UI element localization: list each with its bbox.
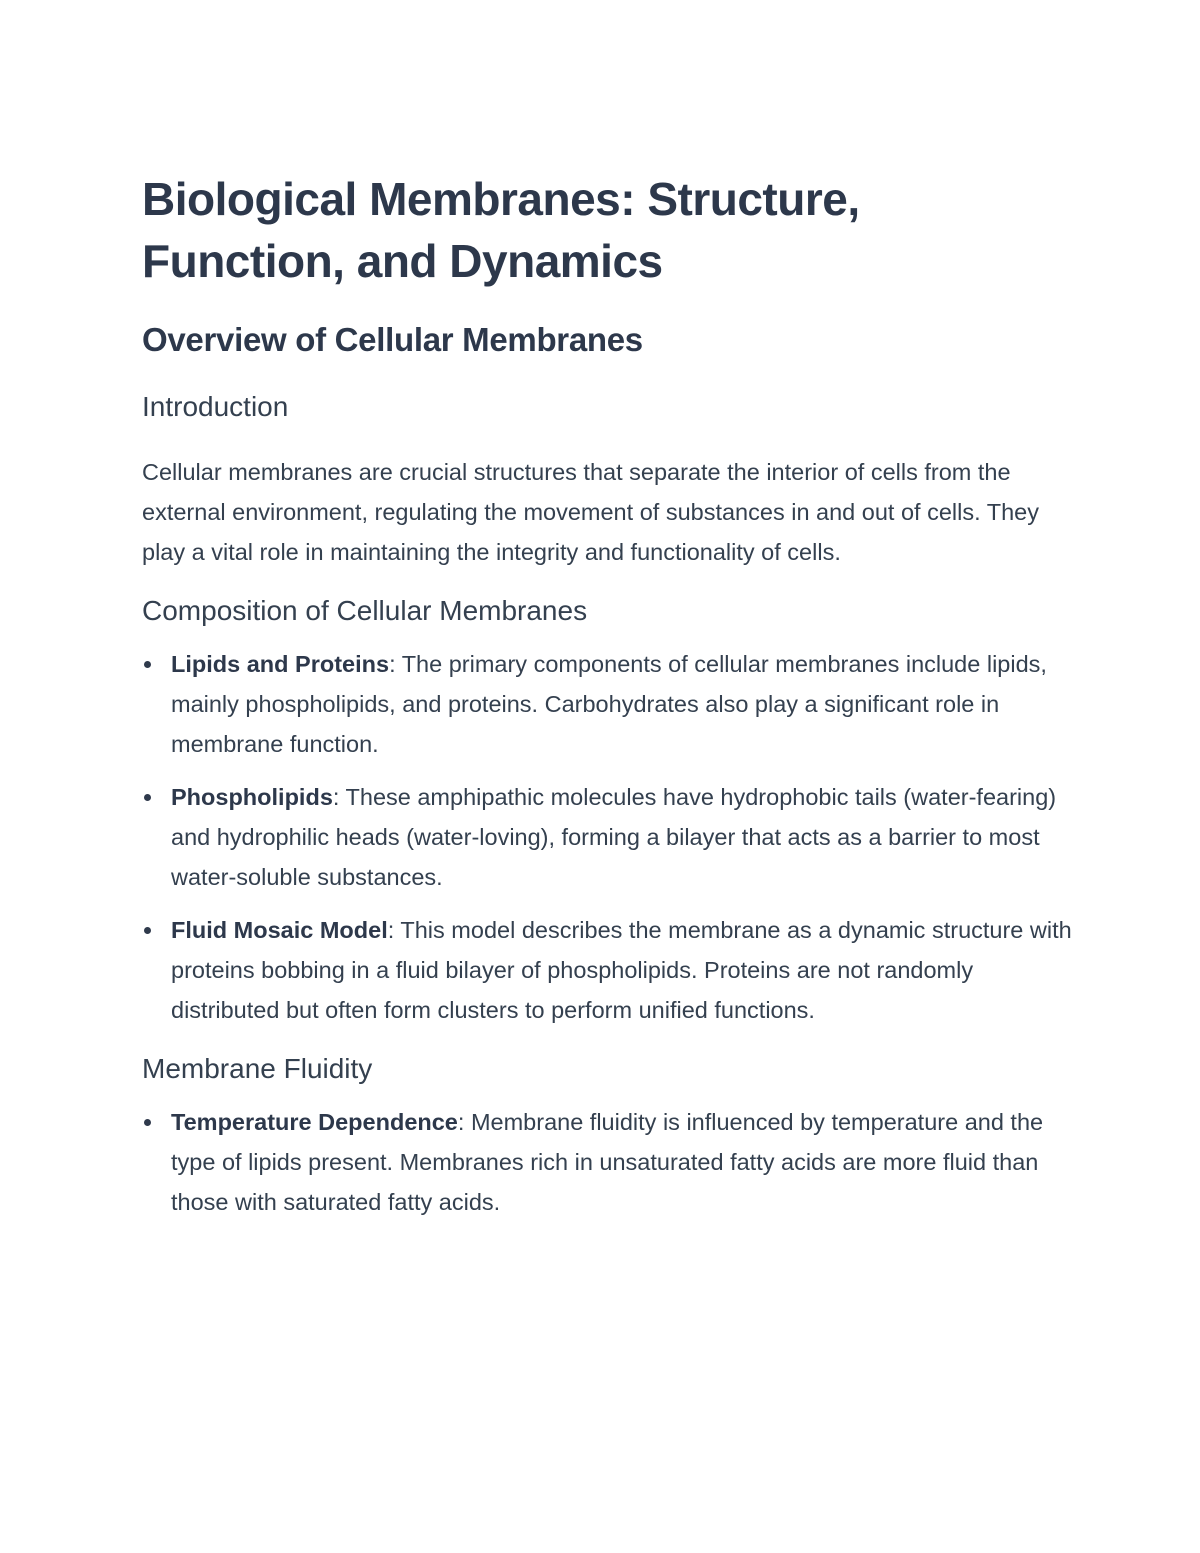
list-item-text: : These amphipathic molecules have hydrophobic tails (water-fearing) and hydrophilic heads (water-loving), forming a bilayer that acts as a barrier to most water-soluble substances. xyxy=(171,784,1057,890)
subheading-introduction: Introduction xyxy=(142,391,289,422)
list-item-term: Lipids and Proteins xyxy=(171,651,390,677)
subheading-membrane-fluidity: Membrane Fluidity xyxy=(142,1053,373,1084)
list-item xyxy=(142,644,1072,764)
bullet-icon xyxy=(144,1119,151,1126)
bullet-icon xyxy=(144,927,151,934)
list-item-text: : This model describes the membrane as a dynamic structure with proteins bobbing in a fluid bilayer of phospholipids. Proteins are not randomly distributed but often form clusters to perform unified functions. xyxy=(171,917,1072,1023)
bullet-icon xyxy=(144,661,151,668)
list-item-text: : Membrane fluidity is influenced by temperature and the type of lipids present. Membranes rich in unsaturated fatty acids are more fluid than those with saturated fatty acids. xyxy=(171,1109,1044,1215)
subheading-composition: Composition of Cellular Membranes xyxy=(142,595,588,626)
document-page xyxy=(142,168,1072,1235)
bullet-icon xyxy=(144,794,151,801)
list-item-term: Phospholipids xyxy=(171,784,333,810)
list-item-term: Temperature Dependence xyxy=(171,1109,458,1135)
introduction-paragraph: Cellular membranes are crucial structures that separate the interior of cells from the external environment, regulating the movement of substances in and out of cells. They play a vital role in maintaining the integrity and functionality of cells. xyxy=(142,459,1039,565)
fluidity-list xyxy=(142,1102,1072,1222)
list-item-term: Fluid Mosaic Model xyxy=(171,917,388,943)
list-item xyxy=(142,777,1072,897)
composition-list xyxy=(142,644,1072,1030)
section-heading-overview: Overview of Cellular Membranes xyxy=(142,321,643,358)
document-title: Biological Membranes: Structure, Function, and Dynamics xyxy=(142,173,860,287)
list-item xyxy=(142,910,1072,1030)
list-item-text: : The primary components of cellular membranes include lipids, mainly phospholipids, and proteins. Carbohydrates also play a significant role in membrane function. xyxy=(171,651,1047,757)
list-item xyxy=(142,1102,1072,1222)
